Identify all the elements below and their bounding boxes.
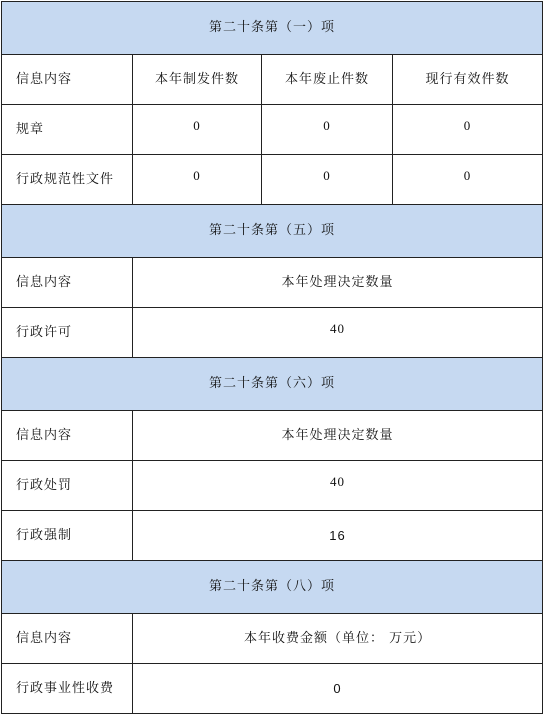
administrative-fee-value: 0 (133, 664, 543, 714)
info-content-header: 信息内容 (2, 258, 133, 308)
section-title-5: 第二十条第（五）项 (2, 205, 543, 258)
table-row (2, 511, 543, 561)
section-8-header-row (2, 614, 543, 664)
valid-count-header: 现行有效件数 (393, 55, 543, 105)
normative-documents-issued-value: 0 (133, 151, 262, 201)
info-content-header: 信息内容 (2, 55, 133, 105)
table-row (2, 105, 543, 155)
section-1-header-row (2, 55, 543, 105)
administrative-enforcement-value: 16 (133, 511, 543, 561)
table-row (2, 308, 543, 358)
normative-documents-valid-value: 0 (393, 151, 543, 201)
table-row (2, 664, 543, 714)
administrative-fee-label: 行政事业性收费 (2, 664, 133, 714)
info-content-header: 信息内容 (2, 411, 133, 461)
section-5-header-row (2, 258, 543, 308)
section-6-header-row (2, 411, 543, 461)
section-header-8 (2, 561, 543, 614)
rules-issued-value: 0 (133, 101, 262, 151)
issued-count-header: 本年制发件数 (133, 55, 262, 105)
info-content-header: 信息内容 (2, 614, 133, 664)
administrative-penalty-label: 行政处罚 (2, 461, 133, 511)
disclosure-table (1, 1, 543, 714)
administrative-penalty-value: 40 (133, 457, 543, 507)
section-header-1 (2, 2, 543, 55)
rules-abolished-value: 0 (262, 101, 393, 151)
section-title-6: 第二十条第（六）项 (2, 358, 543, 411)
rules-valid-value: 0 (393, 101, 543, 151)
abolished-count-header: 本年废止件数 (262, 55, 393, 105)
section-title-8: 第二十条第（八）项 (2, 561, 543, 614)
table-row (2, 461, 543, 511)
administrative-license-value: 40 (133, 304, 543, 354)
annual-fee-amount-header: 本年收费金额（单位： 万元） (133, 614, 543, 664)
normative-documents-abolished-value: 0 (262, 151, 393, 201)
section-header-5 (2, 205, 543, 258)
administrative-enforcement-label: 行政强制 (2, 511, 133, 561)
annual-decision-count-header: 本年处理决定数量 (133, 258, 543, 308)
section-header-6 (2, 358, 543, 411)
section-title-1: 第二十条第（一）项 (2, 2, 543, 55)
rules-label: 规章 (2, 105, 133, 155)
normative-documents-label: 行政规范性文件 (2, 155, 133, 205)
table-row (2, 155, 543, 205)
annual-decision-count-header: 本年处理决定数量 (133, 411, 543, 461)
administrative-license-label: 行政许可 (2, 308, 133, 358)
